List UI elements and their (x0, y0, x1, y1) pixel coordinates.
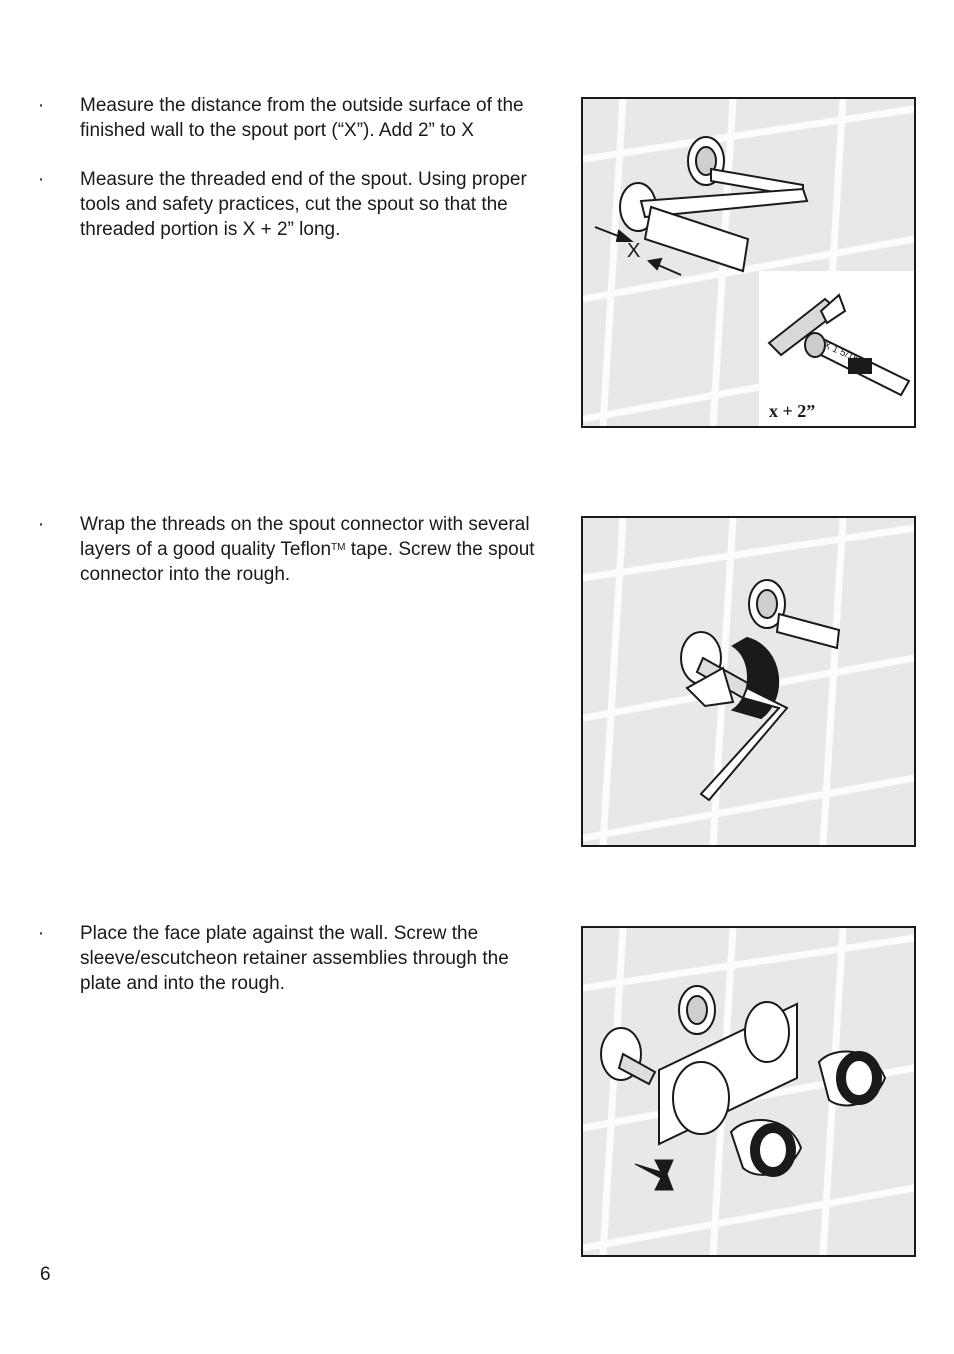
step-1-paragraph-2-text: Measure the threaded end of the spout. Using proper tools and safety practices, cut the spout so that the threaded portion is X + 2” long. (80, 169, 527, 240)
figure-measure-spout-drawing (583, 99, 914, 426)
step-2-text-after: tape. Screw the spout connector into the rough. (80, 539, 535, 585)
trademark-symbol: TM (331, 542, 346, 553)
dimension-x-label: X (627, 240, 641, 262)
step-1-text (36, 93, 536, 266)
figure-teflon-tape-drawing (583, 518, 914, 845)
figure-teflon-tape (581, 516, 916, 847)
step-3-text (36, 921, 536, 1020)
page-number: 6 (40, 1264, 51, 1285)
bullet: · (37, 169, 45, 190)
step-1-paragraph-2 (36, 167, 536, 242)
step-2-paragraph-1 (36, 512, 536, 587)
step-3-paragraph-1 (36, 921, 536, 996)
step-1-paragraph-1-text: Measure the distance from the outside surface of the finished wall to the spout port (“X”). Add 2” to X (80, 95, 524, 141)
step-2-text-before: Wrap the threads on the spout connector with several layers of a good quality Teflon (80, 514, 530, 560)
step-1-paragraph-1 (36, 93, 536, 143)
inset-label: x + 2” (769, 401, 816, 421)
bullet: · (37, 95, 45, 116)
bullet: · (37, 514, 45, 535)
figure-face-plate (581, 926, 916, 1257)
inset-ruler-label: X 1 5/16″ (821, 339, 864, 367)
bullet: · (37, 923, 45, 944)
step-3-paragraph-1-text: Place the face plate against the wall. Screw the sleeve/escutcheon retainer assemblies through the plate and into the rough. (80, 923, 509, 994)
figure-measure-spout (581, 97, 916, 428)
step-2-text (36, 512, 536, 611)
figure-face-plate-drawing (583, 928, 914, 1255)
